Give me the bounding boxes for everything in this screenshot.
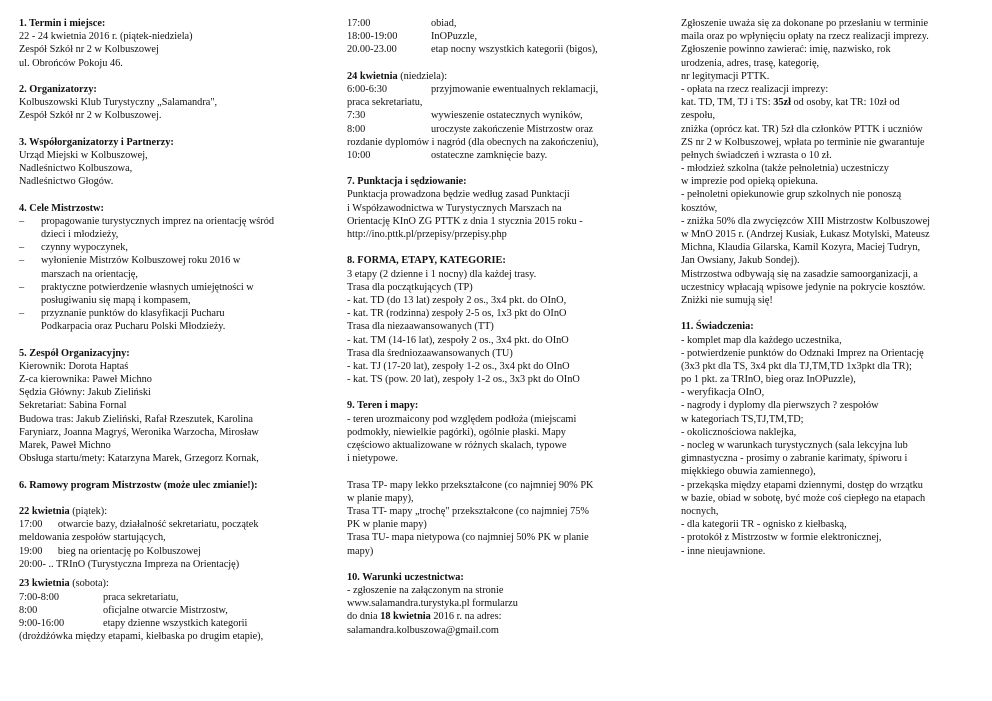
text-line: - weryfikacja OInO, <box>681 387 765 399</box>
schedule-text: wywieszenie ostatecznych wyników, <box>431 110 583 122</box>
schedule-time: 8:00 <box>347 123 366 135</box>
day-suffix: (sobota): <box>69 578 109 590</box>
text-line: Trasa dla niezaawansowanych (TT) <box>347 321 494 333</box>
text-line: Faryniarz, Joanna Magryś, Weronika Warzocha, Mirosław <box>19 426 259 438</box>
text-line: - pełnoletni opiekunowie grup szkolnych nie ponoszą <box>681 189 902 201</box>
column-right <box>681 17 981 558</box>
text-line: w kategoriach TS,TJ,TM,TD; <box>681 413 804 425</box>
text-line: - okolicznościowa naklejka, <box>681 426 797 438</box>
deadline-suffix: 2016 r. na adres: <box>430 611 502 623</box>
schedule-row <box>19 591 319 604</box>
schedule-row <box>347 149 647 162</box>
deadline-prefix: do dnia <box>347 611 381 623</box>
text-line: http://ino.pttk.pl/przepisy/przepisy.php <box>347 229 507 240</box>
text-line: w imprezie pod opieką opiekuna. <box>681 176 818 188</box>
schedule-text: etap nocny wszystkich kategorii (bigos), <box>431 44 598 56</box>
text-line: - nagrody i dyplomy dla pierwszych ? zespołów <box>681 400 879 412</box>
list-item-text: dzieci i młodzieży, <box>41 229 119 240</box>
fee-amount: 35zł <box>773 97 791 109</box>
text-line: - zgłoszenie na załączonym na stronie <box>347 585 504 597</box>
text-line: - teren urozmaicony pod względem podłoża (miejscami <box>347 413 577 425</box>
text-line: Sekretariat: Sabina Fornal <box>19 400 127 412</box>
text-line: rozdanie dyplomów i nagród (dla obecnych na zakończeniu), <box>347 136 599 148</box>
text-line: - nocleg w warunkach turystycznych (sala lekcyjna lub <box>681 440 908 451</box>
text-line: Nadleśnictwo Kolbuszowa, <box>19 163 133 175</box>
list-item <box>19 254 319 280</box>
text-line: - kat. TJ (17-20 lat), zespoły 1-2 os., 3x4 pkt do OInO <box>347 360 570 372</box>
text-line: Zniżki nie sumują się! <box>681 294 773 306</box>
text-line: meldowania zespołów startujących, <box>19 532 166 544</box>
text-line: Sędzia Główny: Jakub Zieliński <box>19 387 151 399</box>
text-line: - zniżka 50% dla zwycięzców XIII Mistrzostw Kolbuszowej <box>681 215 931 227</box>
section-title-organizatorzy: 2. Organizatorzy: <box>19 83 97 95</box>
text-line: zniżka (oprócz kat. TR) 5zł dla członków PTTK i uczniów <box>681 123 923 135</box>
text-line: (drożdżówka między etapami, kiełbaska po drugim etapie), <box>19 631 264 643</box>
section-title-cele: 4. Cele Mistrzostw: <box>19 202 104 214</box>
schedule-text: przyjmowanie ewentualnych reklamacji, <box>431 83 599 95</box>
schedule-text: oficjalne otwarcie Mistrzostw, <box>103 604 228 616</box>
text-line: Zespół Szkół nr 2 w Kolbuszowej. <box>19 110 162 122</box>
text-line: w planie mapy), <box>347 492 414 504</box>
schedule-row <box>347 30 647 43</box>
day-title: 24 kwietnia <box>347 70 398 82</box>
text-line: urodzenia, adres, trasę, kategorię, <box>681 57 820 69</box>
text-line: praca sekretariatu, <box>347 97 423 109</box>
schedule-time: 18:00-19:00 <box>347 31 398 43</box>
text-line: www.salamandra.turystyka.pl formularzu <box>347 598 518 610</box>
list-item <box>19 281 319 307</box>
text-line: Budowa tras: Jakub Zieliński, Rafał Rzeszutek, Karolina <box>19 413 253 425</box>
text-line: mapy) <box>347 545 374 557</box>
text-line: częściowo aktualizowane w różnych skalach, typowe <box>347 440 567 451</box>
schedule-row <box>347 17 647 30</box>
schedule-text: InOPuzzle, <box>431 31 478 43</box>
text-line: - kat. TS (pow. 20 lat), zespoły 1-2 os., 3x3 pkt do OInO <box>347 374 580 386</box>
list-dash: – <box>19 308 25 320</box>
list-dash: – <box>19 242 25 254</box>
text-line: Michna, Klaudia Gilarska, Kamil Kozyra, Maciej Tudryn, <box>681 242 921 254</box>
text-line: w bazie, obiad w sobotę, być może coś ciepłego na etapach <box>681 492 926 504</box>
schedule-row <box>347 109 647 122</box>
text-line: uczestnicy wpłacają wpisowe jedynie na pokrycie kosztów. <box>681 281 926 293</box>
list-item-text: posługiwaniu się mapą i kompasem, <box>41 294 191 306</box>
text-line: 22 - 24 kwietnia 2016 r. (piątek-niedziela) <box>19 31 193 43</box>
text-line: - przekąska między etapami dziennymi, dostęp do wrzątku <box>681 479 923 491</box>
schedule-row <box>347 123 647 136</box>
schedule-time: 7:30 <box>347 110 366 122</box>
text-line: PK w planie mapy) <box>347 519 427 531</box>
fee-line <box>681 96 981 109</box>
schedule-time: 6:00-6:30 <box>347 83 388 95</box>
list-dash: – <box>19 255 25 267</box>
schedule-time: 9:00-16:00 <box>19 618 65 630</box>
text-line: w MnO 2015 r. (Andrzej Kusiak, Łukasz Motylski, Mateusz <box>681 229 930 240</box>
schedule-text: etapy dzienne wszystkich kategorii <box>103 618 248 630</box>
text-line: - kat. TR (rodzinna) zespoły 2-5 os, 1x3 pkt do OInO <box>347 308 567 320</box>
text-line: Kolbuszowski Klub Turystyczny „Salamandra", <box>19 97 218 109</box>
text-line: nr legitymacji PTTK. <box>681 70 770 82</box>
list-item-text: praktyczne potwierdzenie własnych umiejętności w <box>41 281 254 293</box>
text-line: Mistrzostwa odbywają się na zasadzie samoorganizacji, a <box>681 268 918 280</box>
text-line: - młodzież szkolna (także pełnoletnia) uczestniczy <box>681 163 889 175</box>
text-line: Kierownik: Dorota Haptaś <box>19 360 129 372</box>
list-item <box>19 215 319 241</box>
text-line: Trasa TT- mapy „trochę" przekształcone (co najmniej 75% <box>347 505 590 517</box>
text-line: zespołu, <box>681 110 716 122</box>
day-heading <box>19 505 319 518</box>
text-line: kosztów, <box>681 202 718 214</box>
schedule-time: 10:00 <box>347 149 371 161</box>
schedule-text: obiad, <box>431 18 457 29</box>
text-line: Punktacja prowadzona będzie według zasad Punktacji <box>347 189 570 201</box>
column-middle <box>347 17 647 637</box>
text-line: ul. Obrońców Pokoju 46. <box>19 57 123 69</box>
text-line: Zgłoszenie powinno zawierać: imię, nazwisko, rok <box>681 44 891 56</box>
text-line: ZS nr 2 w Kolbuszowej, wpłata po terminie nie gwarantuje <box>681 136 925 148</box>
text-line: Trasa dla średniozaawansowanych (TU) <box>347 347 513 359</box>
schedule-text: ostateczne zamknięcie bazy. <box>431 149 548 161</box>
list-dash: – <box>19 215 25 227</box>
fee-suffix: od osoby, kat TR: 10zł od <box>790 97 900 109</box>
text-line: Trasa dla początkujących (TP) <box>347 281 473 293</box>
fee-prefix: kat. TD, TM, TJ i TS: <box>681 97 774 109</box>
text-line: pełnych świadczeń i wzrasta o 10 zł. <box>681 149 832 161</box>
list-item-text: wyłonienie Mistrzów Kolbuszowej roku 2016 w <box>41 255 241 267</box>
section-title-termin: 1. Termin i miejsce: <box>19 18 106 29</box>
schedule-text: uroczyste zakończenie Mistrzostw oraz <box>431 123 594 135</box>
text-line: Zgłoszenie uważa się za dokonane po przesłaniu w terminie <box>681 18 929 29</box>
list-dash: – <box>19 281 25 293</box>
section-title-swiadczenia: 11. Świadczenia: <box>681 321 754 333</box>
schedule-time: 20.00-23.00 <box>347 44 397 56</box>
text-line: Orientację KInO ZG PTTK z dnia 1 stycznia 2015 roku - <box>347 215 583 227</box>
text-line: 19:00 bieg na orientację po Kolbuszowej <box>19 545 201 557</box>
schedule-time: 7:00-8:00 <box>19 591 60 603</box>
text-line: nocnych, <box>681 505 719 517</box>
list-item <box>19 307 319 333</box>
schedule-time: 8:00 <box>19 604 38 616</box>
text-line: Trasa TU- mapa nietypowa (co najmniej 50% PK w planie <box>347 532 589 544</box>
section-title-wspolorganizatorzy: 3. Współorganizatorzy i Partnerzy: <box>19 136 174 148</box>
deadline-line <box>347 610 647 623</box>
text-line: - kat. TD (do 13 lat) zespoły 2 os., 3x4 pkt. do OInO, <box>347 294 567 306</box>
text-line: 3 etapy (2 dzienne i 1 nocny) dla każdej trasy. <box>347 268 537 280</box>
text-line: - protokół z Mistrzostw w formie elektronicznej, <box>681 532 882 544</box>
text-line: Urząd Miejski w Kolbuszowej, <box>19 149 148 161</box>
text-line: gimnastyczna - prosimy o zabranie karimaty, śpiworu i <box>681 453 908 465</box>
text-line: podmokły, niewielkie pagórki), ogólnie płaski. Mapy <box>347 426 566 438</box>
schedule-row <box>19 604 319 617</box>
schedule-row <box>347 43 647 56</box>
day-suffix: (niedziela): <box>397 70 448 82</box>
day-title: 22 kwietnia <box>19 505 70 517</box>
schedule-text: praca sekretariatu, <box>103 591 179 603</box>
text-line: Obsługa startu/mety: Katarzyna Marek, Grzegorz Kornak, <box>19 453 259 465</box>
text-line: (3x3 pkt dla TS, 3x4 pkt dla TJ,TM,TD 1x3pkt dla TR); <box>681 360 912 372</box>
section-title-teren: 9. Teren i mapy: <box>347 400 419 412</box>
list-item-text: czynny wypoczynek, <box>41 242 128 254</box>
column-left <box>19 17 319 643</box>
text-line: - opłata na rzecz realizacji imprezy: <box>681 83 829 95</box>
list-item-text: Podkarpacia oraz Pucharu Polski Młodzieży. <box>41 321 226 333</box>
day-suffix: (piątek): <box>69 505 108 517</box>
deadline-date: 18 kwietnia <box>380 611 431 623</box>
text-line: Trasa TP- mapy lekko przekształcone (co najmniej 90% PK <box>347 479 594 491</box>
text-line: 17:00 otwarcie bazy, działalność sekretariatu, początek <box>19 519 259 531</box>
text-line: - dla kategorii TR - ognisko z kiełbaską, <box>681 519 847 531</box>
section-title-warunki: 10. Warunki uczestnictwa: <box>347 571 464 583</box>
text-line: i Współzawodnictwa w Turystycznych Marszach na <box>347 202 562 214</box>
list-item-text: przyznanie punktów do klasyfikacji Pucharu <box>41 308 225 320</box>
schedule-row <box>347 83 647 96</box>
text-line: - potwierdzenie punktów do Odznaki Imprez na Orientację <box>681 347 924 359</box>
text-line: 20:00- .. TRInO (Turystyczna Impreza na Orientację) <box>19 558 240 570</box>
text-line: - komplet map dla każdego uczestnika, <box>681 334 842 346</box>
text-line: - kat. TM (14-16 lat), zespoły 2 os., 3x4 pkt. do OInO <box>347 334 569 346</box>
text-line: - inne nieujawnione. <box>681 545 766 557</box>
day-heading <box>347 70 647 83</box>
section-title-punktacja: 7. Punktacja i sędziowanie: <box>347 176 467 188</box>
schedule-time: 17:00 <box>347 18 371 29</box>
day-heading <box>19 577 319 590</box>
text-line: Zespół Szkół nr 2 w Kolbuszowej <box>19 44 159 56</box>
text-line: Jan Owsiany, Jakub Sondej). <box>681 255 800 267</box>
section-title-forma: 8. FORMA, ETAPY, KATEGORIE: <box>347 255 506 267</box>
list-item-text: marszach na orientację, <box>41 268 138 280</box>
schedule-row <box>19 617 319 630</box>
section-title-program: 6. Ramowy program Mistrzostw (może ulec zmianie!): <box>19 479 258 491</box>
section-title-zespol: 5. Zespół Organizacyjny: <box>19 347 130 359</box>
text-line: Z-ca kierownika: Paweł Michno <box>19 374 152 386</box>
list-item-text: propagowanie turystycznych imprez na orientację wśród <box>41 215 275 227</box>
contact-email: salamandra.kolbuszowa@gmail.com <box>347 624 499 636</box>
text-line: miękkiego obuwia zamiennego), <box>681 466 816 478</box>
text-line: i nietypowe. <box>347 453 398 465</box>
text-line: po 1 pkt. za TRInO, bieg oraz InOPuzzle), <box>681 374 856 386</box>
text-line: maila oraz po wpłynięciu opłaty na rzecz realizacji imprezy. <box>681 31 929 43</box>
text-line: Nadleśnictwo Głogów. <box>19 176 114 188</box>
list-item <box>19 241 319 254</box>
text-line: Marek, Paweł Michno <box>19 440 111 451</box>
day-title: 23 kwietnia <box>19 578 70 590</box>
